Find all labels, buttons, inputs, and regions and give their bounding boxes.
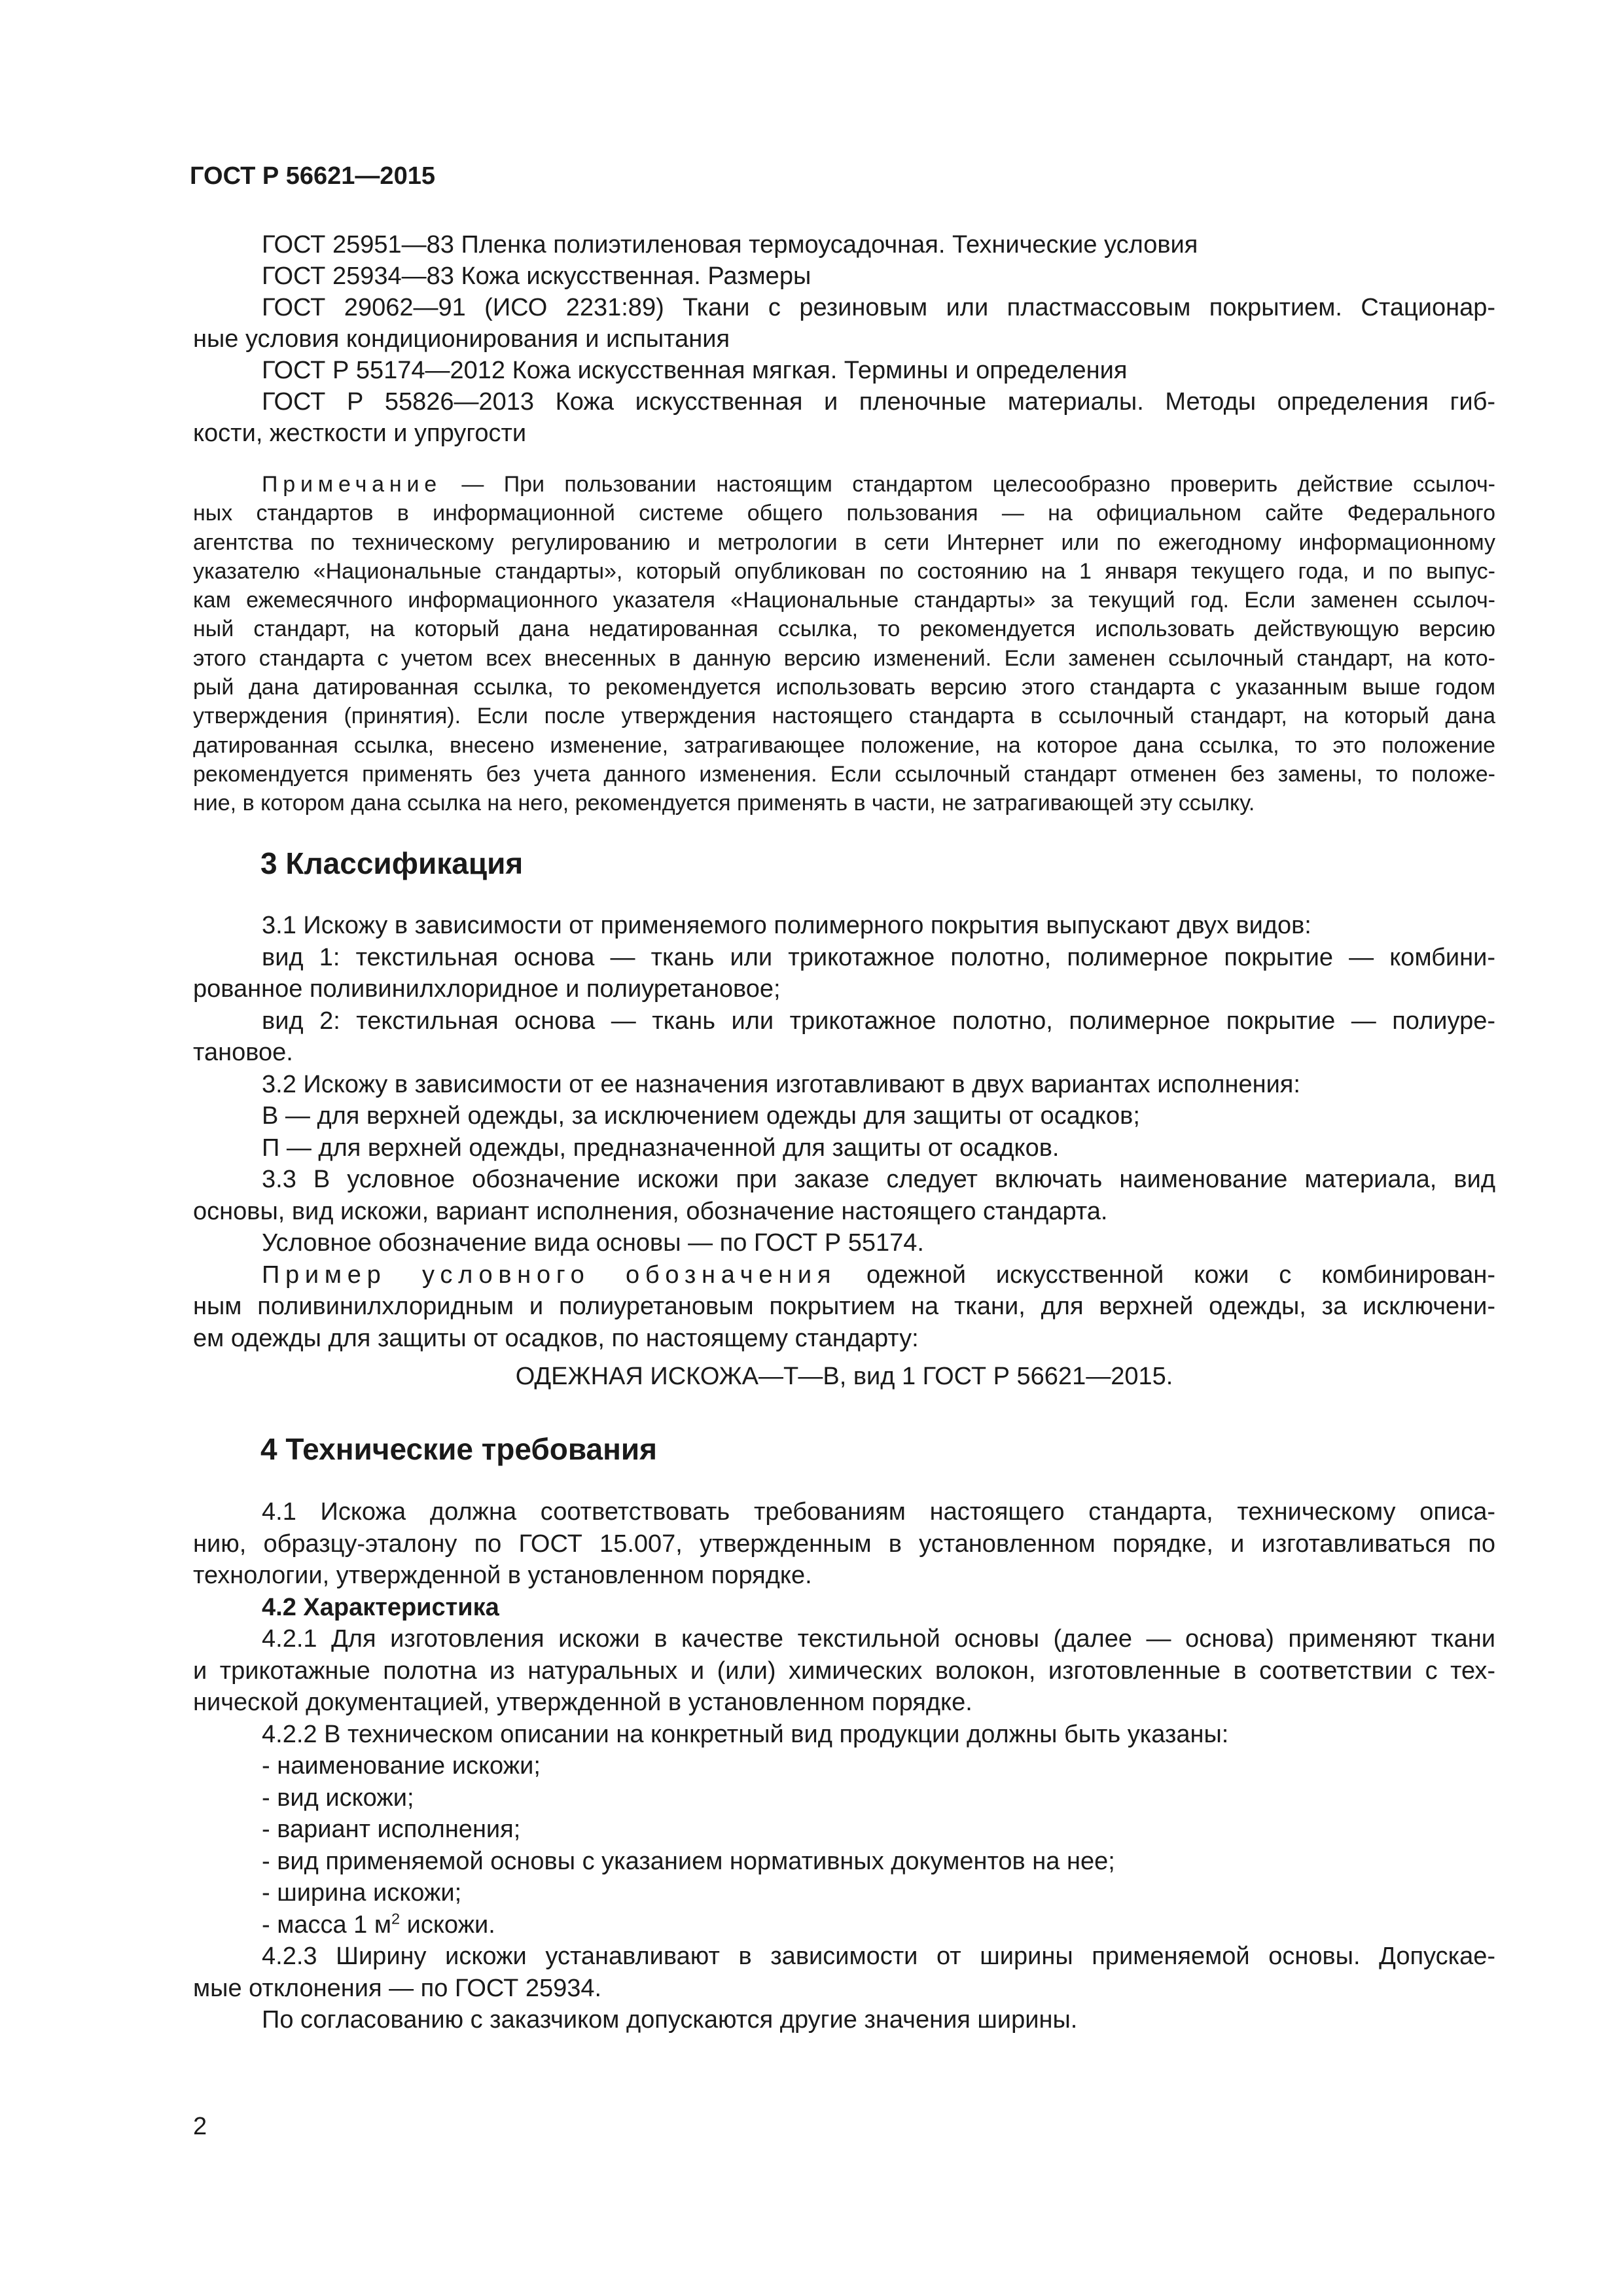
section-3-heading: 3 Классификация [260, 846, 524, 880]
subsection-4-2-heading: 4.2 Характеристика [262, 1593, 499, 1621]
note-line: утверждения (принятия). Если после утверждения настоящего стандарта в ссылочный стандарт, на который дана [193, 704, 1495, 729]
list-item: - вид применяемой основы с указанием нормативных документов на нее; [262, 1847, 1115, 1875]
note-line: агентства по техническому регулированию и метрологии в сети Интернет или по ежегодному информационному [193, 529, 1495, 555]
paragraph-line: 4.2.2 В техническом описании на конкретный вид продукции должны быть указаны: [262, 1720, 1229, 1748]
paragraph-line: Условное обозначение вида основы — по ГОСТ Р 55174. [262, 1229, 924, 1257]
section-4-heading: 4 Технические требования [260, 1432, 657, 1466]
paragraph-line: По согласованию с заказчиком допускаются другие значения ширины. [262, 2006, 1078, 2034]
paragraph-line: 4.1 Искожа должна соответствовать требованиям настоящего стандарта, техническому описа- [262, 1498, 1495, 1526]
paragraph-line: вид 2: текстильная основа — ткань или трикотажное полотно, полимерное покрытие — полиуре- [262, 1007, 1495, 1035]
note-line: ный стандарт, на который дана недатированная ссылка, то рекомендуется использовать действующую версию [193, 617, 1495, 642]
paragraph-line: основы, вид искожи, вариант исполнения, обозначение настоящего стандарта. [193, 1197, 1108, 1225]
paragraph-line: мые отклонения — по ГОСТ 25934. [193, 1974, 602, 2002]
paragraph-line: 3.1 Искожу в зависимости от применяемого полимерного покрытия выпускают двух видов: [262, 912, 1311, 939]
note-line: указателю «Национальные стандарты», который опубликован по состоянию на 1 января текущего года, и по выпус- [193, 558, 1495, 584]
reference-line: ГОСТ Р 55826—2013 Кожа искусственная и пленочные материалы. Методы определения гиб- [262, 388, 1495, 416]
reference-line: ГОСТ 25951—83 Пленка полиэтиленовая термоусадочная. Технические условия [262, 231, 1198, 259]
note-line: рый дана датированная ссылка, то рекомендуется использовать версию этого стандарта с указанным выше годом [193, 675, 1495, 700]
list-item: - вид искожи; [262, 1784, 414, 1812]
paragraph-line: технологии, утвержденной в установленном порядке. [193, 1562, 812, 1589]
note-line: ных стандартов в информационной системе общего пользования — на официальном сайте Федерального [193, 501, 1495, 526]
note-line: рекомендуется применять без учета данного изменения. Если ссылочный стандарт отменен без замены, то положе- [193, 761, 1495, 787]
paragraph-line: нию, образцу-эталону по ГОСТ 15.007, утвержденным в установленном порядке, и изготавливаться по [193, 1530, 1495, 1558]
note-label: Примечание [262, 472, 442, 497]
superscript: 2 [391, 1909, 401, 1927]
paragraph-line: В — для верхней одежды, за исключением одежды для защиты от осадков; [262, 1102, 1140, 1130]
page-number: 2 [193, 2113, 207, 2140]
paragraph-line: вид 1: текстильная основа — ткань или трикотажное полотно, полимерное покрытие — комбини- [262, 943, 1495, 971]
note-line: кам ежемесячного информационного указателя «Национальные стандарты» за текущий год. Если заменен ссылоч- [193, 588, 1495, 613]
paragraph-line: 3.3 В условное обозначение искожи при заказе следует включать наименование материала, вид [262, 1166, 1495, 1193]
paragraph-line: Пример условного обозначения одежной искусственной кожи с комбинирован- [262, 1261, 1495, 1289]
note-block [193, 470, 1495, 818]
paragraph-line: нической документацией, утвержденной в установленном порядке. [193, 1689, 972, 1716]
paragraph-line: 4.2.3 Ширину искожи устанавливают в зависимости от ширины применяемой основы. Допускае- [262, 1943, 1495, 1970]
note-line: Примечание — При пользовании настоящим стандартом целесообразно проверить действие ссылоч- [262, 472, 1495, 497]
reference-line: ГОСТ 29062—91 (ИСО 2231:89) Ткани с резиновым или пластмассовым покрытием. Стационар- [262, 294, 1495, 321]
reference-line: ГОСТ 25934—83 Кожа искусственная. Размеры [262, 262, 812, 290]
list-item: - масса 1 $м^2$ искожи. [262, 1909, 495, 1939]
paragraph-line: 4.2.1 Для изготовления искожи в качестве текстильной основы (далее — основа) применяют ткани [262, 1625, 1495, 1653]
section-3-body [193, 910, 1495, 1393]
note-line: датированная ссылка, внесено изменение, затрагивающее положение, на которое дана ссылка, то это положение [193, 732, 1495, 758]
reference-line: кости, жесткости и упругости [193, 420, 527, 447]
normative-references [193, 229, 1495, 449]
paragraph-line: рованное поливинилхлоридное и полиуретановое; [193, 975, 781, 1003]
designation-example: ОДЕЖНАЯ ИСКОЖА—Т—В, вид 1 ГОСТ Р 56621—2015. [515, 1363, 1173, 1390]
list-item: - наименование искожи; [262, 1752, 541, 1780]
paragraph-line: ным поливинилхлоридным и полиуретановым покрытием на ткани, для верхней одежды, за исключени- [193, 1293, 1495, 1320]
reference-line: ГОСТ Р 55174—2012 Кожа искусственная мягкая. Термины и определения [262, 357, 1128, 384]
paragraph-line: и трикотажные полотна из натуральных и (или) химических волокон, изготовленные в соответствии с тех- [193, 1657, 1495, 1685]
list-item: - вариант исполнения; [262, 1816, 521, 1843]
paragraph-line: тановое. [193, 1039, 293, 1066]
paragraph-line: П — для верхней одежды, предназначенной для защиты от осадков. [262, 1134, 1060, 1162]
note-line: ние, в котором дана ссылка на него, рекомендуется применять в части, не затрагивающей эту ссылку. [193, 791, 1255, 816]
list-item: - ширина искожи; [262, 1879, 462, 1907]
document-header: ГОСТ Р 56621—2015 [190, 162, 435, 190]
section-4-body [193, 1496, 1495, 2036]
paragraph-line: ем одежды для защиты от осадков, по настоящему стандарту: [193, 1324, 919, 1352]
reference-line: ные условия кондиционирования и испытания [193, 325, 730, 353]
paragraph-line: 3.2 Искожу в зависимости от ее назначения изготавливают в двух вариантах исполнения: [262, 1070, 1300, 1098]
note-line: этого стандарта с учетом всех внесенных в данную версию изменений. Если заменен ссылочный стандарт, на кото- [193, 645, 1495, 671]
example-label: Пример условного обозначения [262, 1261, 837, 1289]
